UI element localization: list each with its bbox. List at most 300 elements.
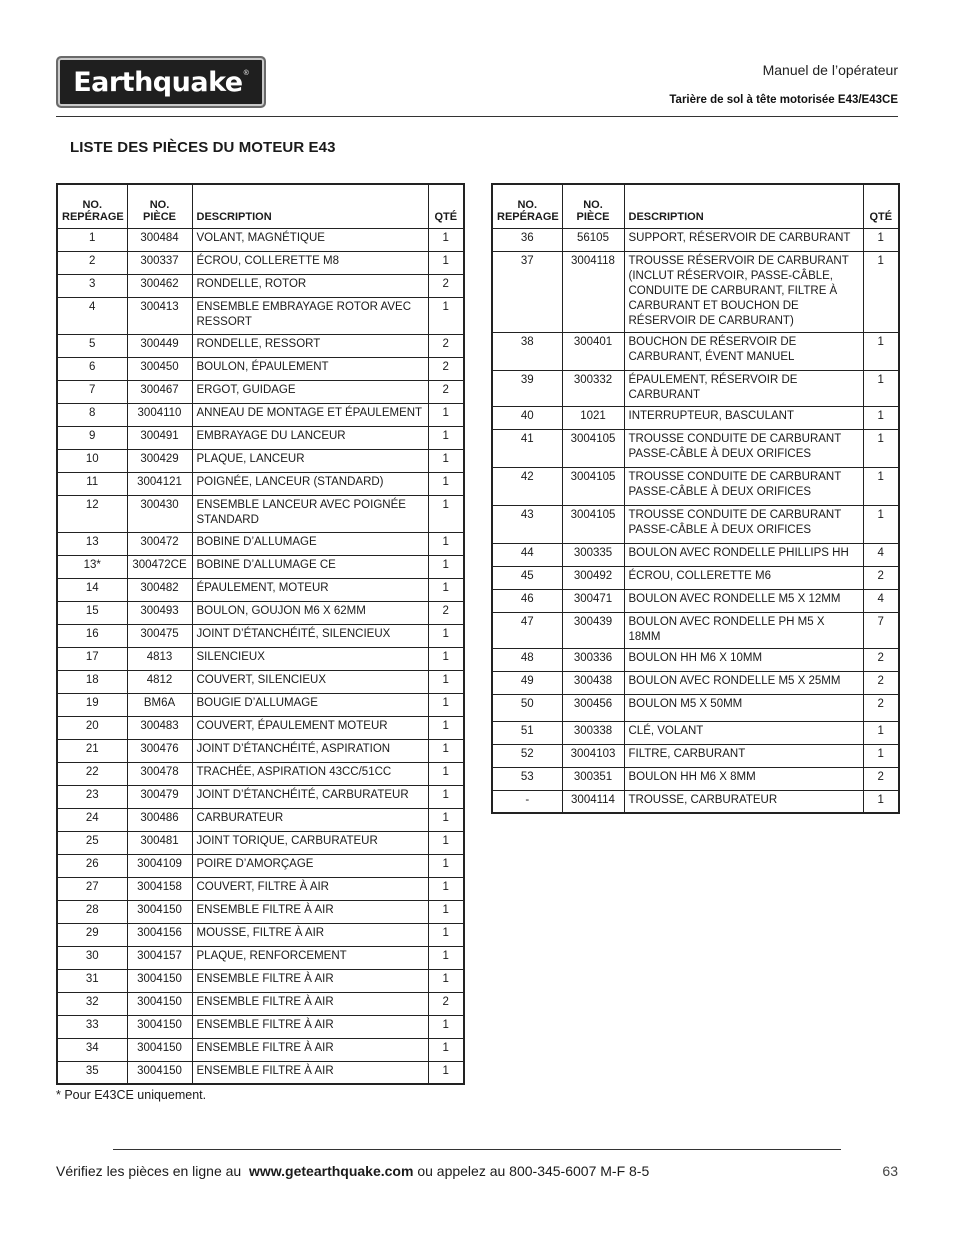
cell-part-number: 300439 xyxy=(562,612,624,648)
cell-description: CLÉ, VOLANT xyxy=(624,721,863,744)
table-row xyxy=(492,505,899,543)
table-row xyxy=(57,877,464,900)
cell-ref: 23 xyxy=(57,785,127,808)
col-header-ref: NO. REPÉRAGE xyxy=(492,184,562,228)
table-header-row xyxy=(57,184,464,228)
table-row xyxy=(57,969,464,992)
cell-ref: 49 xyxy=(492,671,562,694)
cell-ref: 42 xyxy=(492,467,562,505)
cell-qty: 1 xyxy=(428,1015,464,1038)
cell-ref: 31 xyxy=(57,969,127,992)
cell-ref: 41 xyxy=(492,429,562,467)
cell-description: FILTRE, CARBURANT xyxy=(624,744,863,767)
cell-description: ÉPAULEMENT, MOTEUR xyxy=(192,578,428,601)
cell-qty: 1 xyxy=(428,228,464,251)
cell-part-number: 300462 xyxy=(127,274,192,297)
cell-part-number: 300430 xyxy=(127,495,192,532)
col-header-ref: NO. REPÉRAGE xyxy=(57,184,127,228)
table-row xyxy=(57,762,464,785)
table-row xyxy=(57,739,464,762)
cell-part-number: 300486 xyxy=(127,808,192,831)
cell-ref: 2 xyxy=(57,251,127,274)
cell-ref: 11 xyxy=(57,472,127,495)
table-row xyxy=(492,612,899,648)
cell-qty: 1 xyxy=(428,578,464,601)
cell-qty: 2 xyxy=(863,767,899,790)
table-row xyxy=(492,721,899,744)
cell-part-number: 300475 xyxy=(127,624,192,647)
cell-ref: 48 xyxy=(492,648,562,671)
cell-part-number: 300472 xyxy=(127,532,192,555)
cell-qty: 1 xyxy=(428,555,464,578)
cell-part-number: 3004118 xyxy=(562,251,624,332)
cell-qty: 1 xyxy=(428,762,464,785)
cell-qty: 1 xyxy=(428,647,464,670)
cell-part-number: 300478 xyxy=(127,762,192,785)
cell-ref: 15 xyxy=(57,601,127,624)
cell-description: TROUSSE, CARBURATEUR xyxy=(624,790,863,813)
cell-qty: 1 xyxy=(428,449,464,472)
cell-description: BOULON HH M6 X 10MM xyxy=(624,648,863,671)
col-header-desc: DESCRIPTION xyxy=(624,184,863,228)
cell-qty: 2 xyxy=(428,992,464,1015)
cell-ref: 20 xyxy=(57,716,127,739)
cell-description: BOUCHON DE RÉSERVOIR DE CARBURANT, ÉVENT MANUEL xyxy=(624,332,863,370)
cell-ref: 8 xyxy=(57,403,127,426)
cell-part-number: 3004158 xyxy=(127,877,192,900)
cell-description: ÉCROU, COLLERETTE M6 xyxy=(624,566,863,589)
cell-ref: 36 xyxy=(492,228,562,251)
cell-part-number: 56105 xyxy=(562,228,624,251)
cell-part-number: 4812 xyxy=(127,670,192,693)
cell-ref: 17 xyxy=(57,647,127,670)
logo-text: Earthquake xyxy=(73,66,243,98)
cell-qty: 1 xyxy=(428,923,464,946)
cell-description: TROUSSE RÉSERVOIR DE CARBURANT (INCLUT RÉSERVOIR, PASSE-CÂBLE, CONDUITE DE CARBURANT, FILTRE À CARBURANT ET BOUCHON DE RÉSERVOIR DE CARBURANT) xyxy=(624,251,863,332)
cell-part-number: 300351 xyxy=(562,767,624,790)
cell-description: ÉCROU, COLLERETTE M8 xyxy=(192,251,428,274)
cell-qty: 2 xyxy=(863,566,899,589)
col-header-qty: QTÉ xyxy=(863,184,899,228)
cell-description: ENSEMBLE EMBRAYAGE ROTOR AVEC RESSORT xyxy=(192,297,428,334)
cell-qty: 1 xyxy=(428,426,464,449)
cell-part-number: 4813 xyxy=(127,647,192,670)
table-row xyxy=(492,648,899,671)
table-header-row xyxy=(492,184,899,228)
cell-description: POIGNÉE, LANCEUR (STANDARD) xyxy=(192,472,428,495)
cell-part-number: 3004150 xyxy=(127,1015,192,1038)
cell-description: MOUSSE, FILTRE À AIR xyxy=(192,923,428,946)
cell-description: TROUSSE CONDUITE DE CARBURANT PASSE-CÂBLE À DEUX ORIFICES xyxy=(624,429,863,467)
cell-description: SILENCIEUX xyxy=(192,647,428,670)
table-row xyxy=(57,532,464,555)
logo-registered-mark: ® xyxy=(243,69,249,77)
cell-description: BOULON, ÉPAULEMENT xyxy=(192,357,428,380)
cell-qty: 2 xyxy=(428,357,464,380)
cell-part-number: 3004105 xyxy=(562,505,624,543)
cell-description: PLAQUE, RENFORCEMENT xyxy=(192,946,428,969)
cell-qty: 1 xyxy=(428,297,464,334)
cell-part-number: 300467 xyxy=(127,380,192,403)
table-row xyxy=(57,357,464,380)
table-row xyxy=(57,946,464,969)
table-row xyxy=(57,1038,464,1061)
cell-description: VOLANT, MAGNÉTIQUE xyxy=(192,228,428,251)
cell-part-number: 300472CE xyxy=(127,555,192,578)
cell-qty: 1 xyxy=(863,406,899,429)
cell-description: TROUSSE CONDUITE DE CARBURANT PASSE-CÂBLE À DEUX ORIFICES xyxy=(624,505,863,543)
cell-qty: 1 xyxy=(428,532,464,555)
cell-ref: 25 xyxy=(57,831,127,854)
cell-qty: 1 xyxy=(863,505,899,543)
table-row xyxy=(57,923,464,946)
cell-qty: 1 xyxy=(428,472,464,495)
cell-qty: 4 xyxy=(863,589,899,612)
cell-ref: 6 xyxy=(57,357,127,380)
cell-ref: 19 xyxy=(57,693,127,716)
cell-description: PLAQUE, LANCEUR xyxy=(192,449,428,472)
cell-qty: 1 xyxy=(428,251,464,274)
cell-description: ENSEMBLE FILTRE À AIR xyxy=(192,1038,428,1061)
cell-part-number: 300449 xyxy=(127,334,192,357)
cell-part-number: 300332 xyxy=(562,370,624,406)
cell-description: EMBRAYAGE DU LANCEUR xyxy=(192,426,428,449)
cell-ref: 4 xyxy=(57,297,127,334)
table-row xyxy=(57,449,464,472)
cell-part-number: 300401 xyxy=(562,332,624,370)
cell-ref: 24 xyxy=(57,808,127,831)
cell-part-number: 3004150 xyxy=(127,1038,192,1061)
cell-part-number: 300337 xyxy=(127,251,192,274)
table-row xyxy=(57,334,464,357)
cell-description: ENSEMBLE FILTRE À AIR xyxy=(192,992,428,1015)
cell-description: BOULON, GOUJON M6 X 62MM xyxy=(192,601,428,624)
cell-ref: 13 xyxy=(57,532,127,555)
cell-part-number: 300413 xyxy=(127,297,192,334)
cell-qty: 1 xyxy=(428,716,464,739)
footnote: * Pour E43CE uniquement. xyxy=(56,1088,207,1102)
cell-ref: 53 xyxy=(492,767,562,790)
table-row xyxy=(57,403,464,426)
table-row xyxy=(57,426,464,449)
cell-ref: - xyxy=(492,790,562,813)
table-row xyxy=(57,808,464,831)
table-row xyxy=(492,429,899,467)
cell-description: BOUGIE D’ALLUMAGE xyxy=(192,693,428,716)
cell-description: COUVERT, FILTRE À AIR xyxy=(192,877,428,900)
table-row xyxy=(57,992,464,1015)
footer-url-link[interactable]: www.getearthquake.com xyxy=(249,1163,414,1179)
cell-ref: 12 xyxy=(57,495,127,532)
cell-qty: 7 xyxy=(863,612,899,648)
cell-qty: 1 xyxy=(428,693,464,716)
cell-ref: 18 xyxy=(57,670,127,693)
cell-part-number: 300482 xyxy=(127,578,192,601)
table-row xyxy=(492,744,899,767)
cell-part-number: 300456 xyxy=(562,694,624,721)
header-divider xyxy=(56,116,898,117)
cell-ref: 43 xyxy=(492,505,562,543)
cell-ref: 22 xyxy=(57,762,127,785)
table-row xyxy=(57,601,464,624)
table-row xyxy=(492,694,899,721)
table-row xyxy=(57,578,464,601)
cell-description: JOINT D’ÉTANCHÉITÉ, CARBURATEUR xyxy=(192,785,428,808)
cell-description: CARBURATEUR xyxy=(192,808,428,831)
cell-part-number: 300491 xyxy=(127,426,192,449)
table-row xyxy=(492,228,899,251)
table-row xyxy=(57,785,464,808)
footer-divider xyxy=(113,1149,841,1150)
cell-part-number: 300429 xyxy=(127,449,192,472)
cell-ref: 30 xyxy=(57,946,127,969)
col-header-qty: QTÉ xyxy=(428,184,464,228)
cell-description: BOULON AVEC RONDELLE PHILLIPS HH xyxy=(624,543,863,566)
cell-qty: 1 xyxy=(428,739,464,762)
table-row xyxy=(57,380,464,403)
cell-description: BOBINE D’ALLUMAGE CE xyxy=(192,555,428,578)
cell-part-number: 3004103 xyxy=(562,744,624,767)
cell-description: SUPPORT, RÉSERVOIR DE CARBURANT xyxy=(624,228,863,251)
table-row xyxy=(57,555,464,578)
cell-part-number: 300438 xyxy=(562,671,624,694)
table-row xyxy=(57,251,464,274)
earthquake-logo xyxy=(56,56,266,108)
table-row xyxy=(57,900,464,923)
cell-part-number: 3004114 xyxy=(562,790,624,813)
parts-table-right xyxy=(491,183,900,814)
cell-ref: 37 xyxy=(492,251,562,332)
table-row xyxy=(57,1061,464,1084)
cell-qty: 1 xyxy=(863,429,899,467)
cell-description: COUVERT, ÉPAULEMENT MOTEUR xyxy=(192,716,428,739)
table-row xyxy=(57,274,464,297)
cell-part-number: 300471 xyxy=(562,589,624,612)
cell-part-number: 3004156 xyxy=(127,923,192,946)
cell-ref: 7 xyxy=(57,380,127,403)
cell-ref: 16 xyxy=(57,624,127,647)
cell-part-number: 3004150 xyxy=(127,992,192,1015)
cell-ref: 39 xyxy=(492,370,562,406)
cell-ref: 38 xyxy=(492,332,562,370)
cell-ref: 40 xyxy=(492,406,562,429)
cell-ref: 27 xyxy=(57,877,127,900)
cell-qty: 2 xyxy=(863,648,899,671)
cell-qty: 1 xyxy=(428,403,464,426)
cell-qty: 2 xyxy=(428,380,464,403)
cell-qty: 1 xyxy=(863,790,899,813)
cell-ref: 51 xyxy=(492,721,562,744)
cell-ref: 45 xyxy=(492,566,562,589)
cell-qty: 1 xyxy=(863,332,899,370)
cell-description: RONDELLE, ROTOR xyxy=(192,274,428,297)
cell-qty: 2 xyxy=(428,334,464,357)
cell-ref: 9 xyxy=(57,426,127,449)
parts-table-left-body xyxy=(57,228,464,1084)
cell-description: JOINT D’ÉTANCHÉITÉ, SILENCIEUX xyxy=(192,624,428,647)
cell-part-number: 300479 xyxy=(127,785,192,808)
cell-qty: 1 xyxy=(428,1038,464,1061)
table-row xyxy=(57,297,464,334)
table-row xyxy=(492,589,899,612)
cell-part-number: 3004105 xyxy=(562,429,624,467)
cell-ref: 3 xyxy=(57,274,127,297)
table-row xyxy=(492,566,899,589)
table-row xyxy=(492,332,899,370)
cell-description: ENSEMBLE LANCEUR AVEC POIGNÉE STANDARD xyxy=(192,495,428,532)
cell-description: POIRE D’AMORÇAGE xyxy=(192,854,428,877)
cell-ref: 33 xyxy=(57,1015,127,1038)
cell-part-number: 300335 xyxy=(562,543,624,566)
table-row xyxy=(57,647,464,670)
cell-qty: 2 xyxy=(428,601,464,624)
cell-qty: 1 xyxy=(428,854,464,877)
cell-qty: 1 xyxy=(863,467,899,505)
cell-part-number: 300481 xyxy=(127,831,192,854)
table-row xyxy=(492,543,899,566)
section-title: LISTE DES PIÈCES DU MOTEUR E43 xyxy=(70,139,336,156)
cell-part-number: 3004121 xyxy=(127,472,192,495)
cell-part-number: 3004110 xyxy=(127,403,192,426)
cell-part-number: 3004109 xyxy=(127,854,192,877)
cell-description: RONDELLE, RESSORT xyxy=(192,334,428,357)
cell-ref: 26 xyxy=(57,854,127,877)
table-row xyxy=(57,670,464,693)
cell-part-number: 3004150 xyxy=(127,969,192,992)
table-row xyxy=(492,251,899,332)
cell-qty: 1 xyxy=(863,228,899,251)
cell-ref: 35 xyxy=(57,1061,127,1084)
cell-part-number: 300336 xyxy=(562,648,624,671)
cell-part-number: 300338 xyxy=(562,721,624,744)
cell-ref: 1 xyxy=(57,228,127,251)
cell-description: ERGOT, GUIDAGE xyxy=(192,380,428,403)
cell-ref: 52 xyxy=(492,744,562,767)
cell-description: ENSEMBLE FILTRE À AIR xyxy=(192,969,428,992)
footer-prefix: Vérifiez les pièces en ligne au xyxy=(56,1163,242,1179)
cell-part-number: 3004157 xyxy=(127,946,192,969)
cell-qty: 4 xyxy=(863,543,899,566)
table-row xyxy=(492,767,899,790)
cell-qty: 1 xyxy=(428,969,464,992)
col-header-desc: DESCRIPTION xyxy=(192,184,428,228)
cell-qty: 1 xyxy=(863,744,899,767)
cell-part-number: 300484 xyxy=(127,228,192,251)
table-row xyxy=(57,854,464,877)
cell-ref: 10 xyxy=(57,449,127,472)
cell-qty: 1 xyxy=(428,900,464,923)
cell-ref: 29 xyxy=(57,923,127,946)
col-header-part: NO. PIÈCE xyxy=(127,184,192,228)
table-row xyxy=(57,693,464,716)
table-row xyxy=(57,831,464,854)
cell-part-number: 3004150 xyxy=(127,1061,192,1084)
cell-description: ENSEMBLE FILTRE À AIR xyxy=(192,1061,428,1084)
cell-description: INTERRUPTEUR, BASCULANT xyxy=(624,406,863,429)
table-row xyxy=(57,495,464,532)
cell-qty: 1 xyxy=(428,624,464,647)
cell-ref: 13* xyxy=(57,555,127,578)
cell-ref: 28 xyxy=(57,900,127,923)
cell-description: TRACHÉE, ASPIRATION 43CC/51CC xyxy=(192,762,428,785)
cell-qty: 1 xyxy=(428,670,464,693)
cell-qty: 2 xyxy=(428,274,464,297)
cell-part-number: 3004150 xyxy=(127,900,192,923)
cell-qty: 1 xyxy=(428,808,464,831)
cell-description: ÉPAULEMENT, RÉSERVOIR DE CARBURANT xyxy=(624,370,863,406)
cell-ref: 5 xyxy=(57,334,127,357)
cell-description: BOULON AVEC RONDELLE M5 X 12MM xyxy=(624,589,863,612)
table-row xyxy=(492,370,899,406)
table-row xyxy=(57,624,464,647)
cell-description: ENSEMBLE FILTRE À AIR xyxy=(192,1015,428,1038)
cell-ref: 34 xyxy=(57,1038,127,1061)
cell-qty: 2 xyxy=(863,694,899,721)
cell-ref: 21 xyxy=(57,739,127,762)
table-row xyxy=(57,228,464,251)
cell-qty: 1 xyxy=(863,251,899,332)
table-row xyxy=(492,790,899,813)
cell-description: BOULON AVEC RONDELLE M5 X 25MM xyxy=(624,671,863,694)
footer-text xyxy=(56,1163,649,1179)
cell-description: BOBINE D’ALLUMAGE xyxy=(192,532,428,555)
cell-description: BOULON HH M6 X 8MM xyxy=(624,767,863,790)
parts-table-left xyxy=(56,183,465,1085)
footer-suffix: ou appelez au 800-345-6007 M-F 8-5 xyxy=(417,1163,650,1179)
cell-description: ENSEMBLE FILTRE À AIR xyxy=(192,900,428,923)
cell-qty: 1 xyxy=(428,1061,464,1084)
cell-qty: 1 xyxy=(428,831,464,854)
cell-qty: 2 xyxy=(863,671,899,694)
cell-part-number: 300476 xyxy=(127,739,192,762)
table-row xyxy=(492,671,899,694)
cell-qty: 1 xyxy=(428,877,464,900)
cell-part-number: 300493 xyxy=(127,601,192,624)
cell-part-number: 3004105 xyxy=(562,467,624,505)
cell-part-number: 300450 xyxy=(127,357,192,380)
cell-part-number: 300483 xyxy=(127,716,192,739)
col-header-part: NO. PIÈCE xyxy=(562,184,624,228)
table-row xyxy=(57,716,464,739)
cell-description: ANNEAU DE MONTAGE ET ÉPAULEMENT xyxy=(192,403,428,426)
cell-description: JOINT TORIQUE, CARBURATEUR xyxy=(192,831,428,854)
cell-qty: 1 xyxy=(428,785,464,808)
parts-table-right-body xyxy=(492,228,899,813)
cell-qty: 1 xyxy=(863,370,899,406)
table-row xyxy=(57,1015,464,1038)
cell-description: COUVERT, SILENCIEUX xyxy=(192,670,428,693)
cell-part-number: 300492 xyxy=(562,566,624,589)
cell-qty: 1 xyxy=(428,495,464,532)
product-title: Tarière de sol à tête motorisée E43/E43CE xyxy=(669,94,898,106)
cell-ref: 47 xyxy=(492,612,562,648)
cell-ref: 46 xyxy=(492,589,562,612)
table-row xyxy=(492,467,899,505)
table-row xyxy=(57,472,464,495)
page-number: 63 xyxy=(882,1163,898,1179)
cell-description: BOULON AVEC RONDELLE PH M5 X 18MM xyxy=(624,612,863,648)
cell-part-number: 1021 xyxy=(562,406,624,429)
cell-qty: 1 xyxy=(863,721,899,744)
cell-part-number: BM6A xyxy=(127,693,192,716)
table-row xyxy=(492,406,899,429)
cell-ref: 32 xyxy=(57,992,127,1015)
cell-ref: 50 xyxy=(492,694,562,721)
cell-description: JOINT D’ÉTANCHÉITÉ, ASPIRATION xyxy=(192,739,428,762)
cell-description: BOULON M5 X 50MM xyxy=(624,694,863,721)
cell-description: TROUSSE CONDUITE DE CARBURANT PASSE-CÂBLE À DEUX ORIFICES xyxy=(624,467,863,505)
cell-ref: 14 xyxy=(57,578,127,601)
